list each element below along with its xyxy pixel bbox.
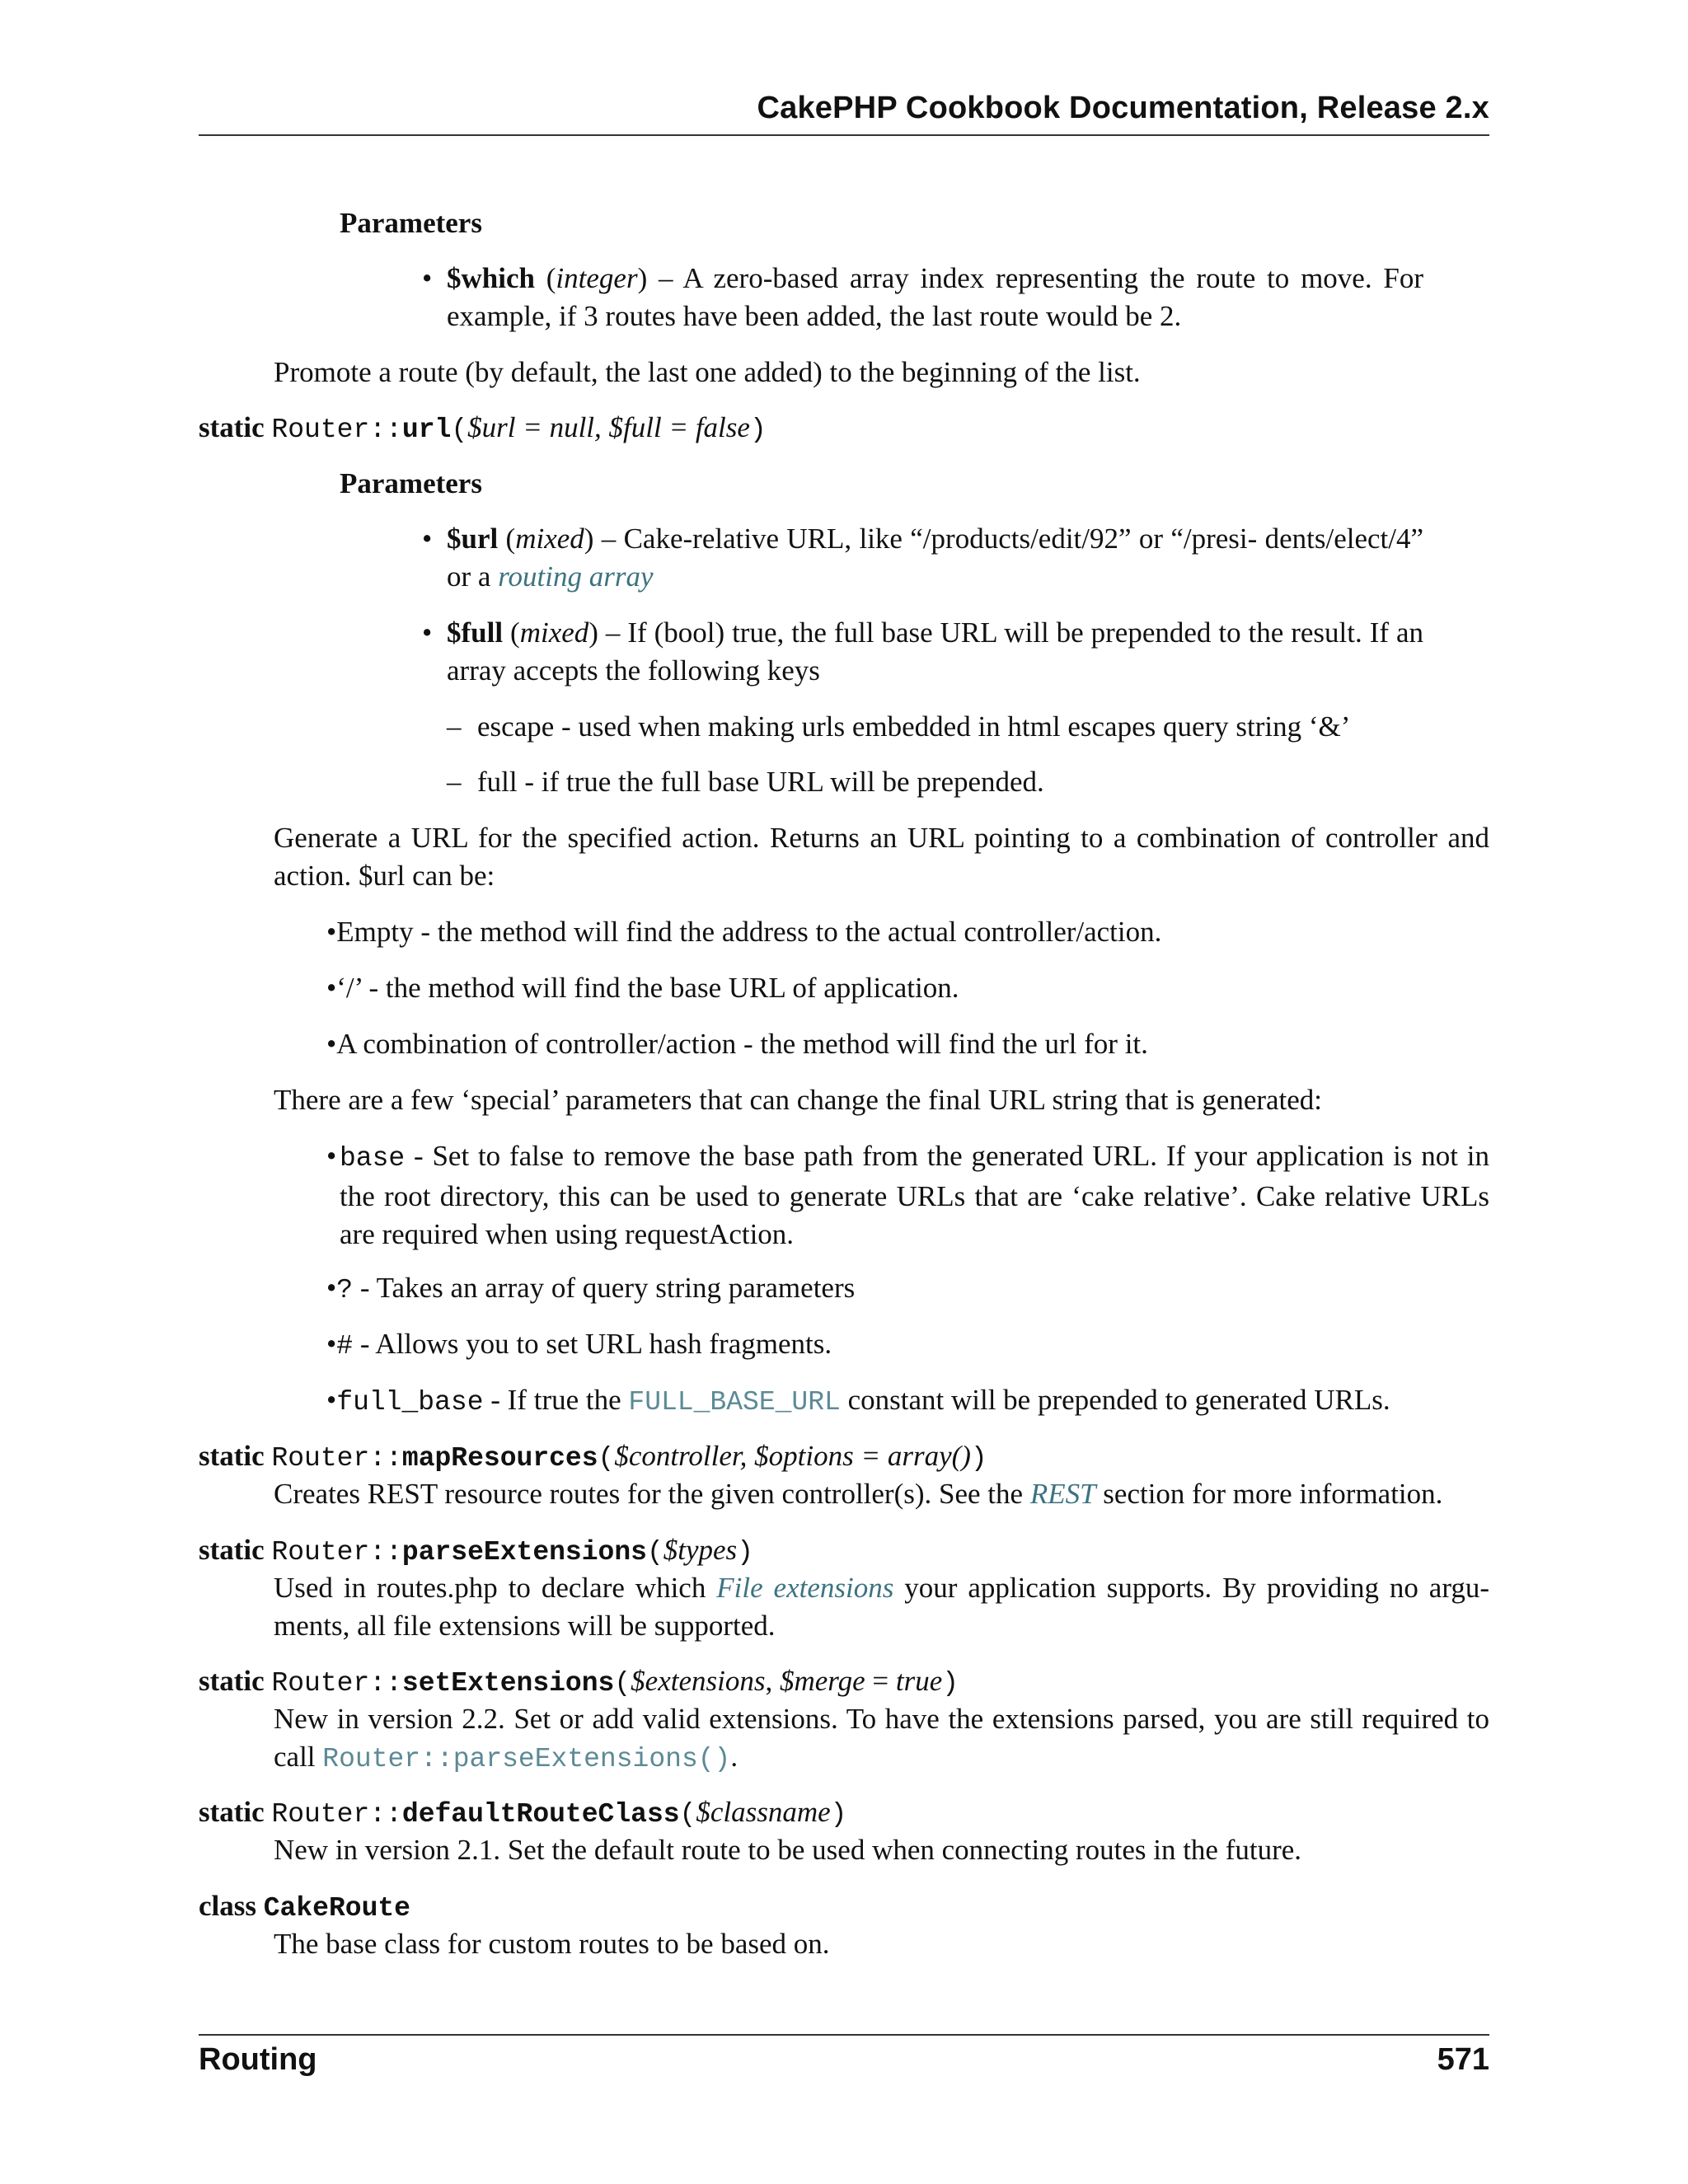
static-keyword: static <box>199 411 265 443</box>
param-desc: – Cake-relative URL, like “/products/edit/92” or “/presi- dents/elect/4” or a <box>447 523 1424 593</box>
bullet: • <box>422 262 433 294</box>
running-header: CakePHP Cookbook Documentation, Release 2.x <box>757 91 1489 125</box>
class-name: CakeRoute <box>263 1893 410 1924</box>
header-rule <box>199 134 1489 136</box>
class-prefix: Router:: <box>271 415 402 445</box>
param-desc: – If (bool) true, the full base URL will be prepended to the result. If an array accepts the following keys <box>447 616 1423 687</box>
list-item: •# - Allows you to set URL hash fragments. <box>326 1328 832 1361</box>
method-name: defaultRouteClass <box>401 1799 680 1830</box>
method-signature-parseextensions: static Router::parseExtensions($types) <box>199 1534 753 1568</box>
method-name: url <box>401 415 452 445</box>
special-base: base - Set to false to remove the base path from the generated URL. If your application is not in the root directory, this can be used to generate URLs that are ‘cake relative’. Cake relative URLs are required when using requestAction. <box>340 1140 1489 1250</box>
params-heading: Parameters <box>340 467 482 499</box>
method-name: setExtensions <box>401 1668 615 1699</box>
method-signature-setextensions: static Router::setExtensions($extensions, $merge = true) <box>199 1665 959 1699</box>
method-signature-defaultrouteclass: static Router::defaultRouteClass($classname) <box>199 1796 847 1830</box>
param-type: integer <box>556 262 638 294</box>
param-name: $full <box>447 616 504 649</box>
param-desc: – A zero-based array index representing the route to move. For example, if 3 routes have been added, the last route would be 2. <box>447 262 1424 332</box>
param-type: mixed <box>515 523 584 555</box>
rest-link[interactable]: REST <box>1029 1478 1096 1510</box>
class-signature-cakeroute: class CakeRoute <box>199 1890 410 1924</box>
class-description: The base class for custom routes to be based on. <box>274 1928 830 1960</box>
code-full-base: full_base <box>336 1387 484 1418</box>
method-description: New in version 2.1. Set the default route to be used when connecting routes in the future. <box>274 1834 1302 1866</box>
method-description: Generate a URL for the specified action. Returns an URL pointing to a combination of controller and action. $url can be: <box>274 822 1489 892</box>
sub-item: full - if true the full base URL will be prepended. <box>477 766 1044 798</box>
param-name: $url <box>447 523 499 555</box>
method-description: New in version 2.2. Set or add valid extensions. To have the extensions parsed, you are still required to call Router::parseExtensions(). <box>274 1703 1489 1774</box>
code-base: base <box>340 1143 406 1174</box>
dash-bullet: – <box>447 710 462 743</box>
bullet: • <box>422 616 433 649</box>
routing-array-link[interactable]: routing array <box>498 560 654 593</box>
code-query: ? <box>336 1275 354 1305</box>
params-heading: Parameters <box>340 207 482 239</box>
method-args: $url = null, $full = false <box>467 411 750 443</box>
sub-item: escape - used when making urls embedded in html escapes query string ‘&’ <box>477 710 1351 743</box>
param-type: mixed <box>519 616 589 649</box>
list-item: •full_base - If true the FULL_BASE_URL constant will be prepended to generated URLs. <box>326 1384 1390 1418</box>
full-base-url-link[interactable]: FULL_BASE_URL <box>628 1387 841 1418</box>
special-intro: There are a few ‘special’ parameters that can change the final URL string that is generated: <box>274 1084 1323 1116</box>
bullet: • <box>326 1140 337 1172</box>
list-item: •‘/’ - the method will find the base URL of application. <box>326 972 959 1004</box>
bullet: • <box>422 523 433 555</box>
param-which: $which (integer) – A zero-based array index representing the route to move. For example, if 3 routes have been added, the last route would be 2. <box>447 262 1424 332</box>
code-hash: # <box>336 1331 354 1361</box>
method-description: Creates REST resource routes for the given controller(s). See the REST section for more information. <box>274 1478 1443 1510</box>
list-item: •A combination of controller/action - the method will find the url for it. <box>326 1028 1148 1060</box>
footer-section: Routing <box>199 2042 317 2077</box>
method-description: Promote a route (by default, the last one added) to the beginning of the list. <box>274 356 1141 388</box>
method-signature-mapresources: static Router::mapResources($controller, $options = array()) <box>199 1440 987 1474</box>
file-extensions-link[interactable]: File extensions <box>716 1572 894 1604</box>
list-item: •? - Takes an array of query string parameters <box>326 1272 856 1305</box>
param-name: $which <box>447 262 535 294</box>
method-description: Used in routes.php to declare which File extensions your application supports. By providing no argu- ments, all file extensions will be supported. <box>274 1572 1490 1642</box>
param-url: $url (mixed) – Cake-relative URL, like “/products/edit/92” or “/presi- dents/elect/4” or a routing array <box>447 523 1424 593</box>
page-number: 571 <box>1437 2042 1489 2077</box>
method-name: mapResources <box>401 1443 598 1474</box>
method-signature-url: static Router::url($url = null, $full = false) <box>199 411 767 445</box>
footer-rule <box>199 2034 1489 2036</box>
method-name: parseExtensions <box>401 1537 647 1568</box>
param-full: $full (mixed) – If (bool) true, the full base URL will be prepended to the result. If an array accepts the following keys <box>447 616 1423 687</box>
dash-bullet: – <box>447 766 462 798</box>
list-item: •Empty - the method will find the address to the actual controller/action. <box>326 916 1162 948</box>
parse-extensions-link[interactable]: Router::parseExtensions() <box>322 1744 731 1774</box>
